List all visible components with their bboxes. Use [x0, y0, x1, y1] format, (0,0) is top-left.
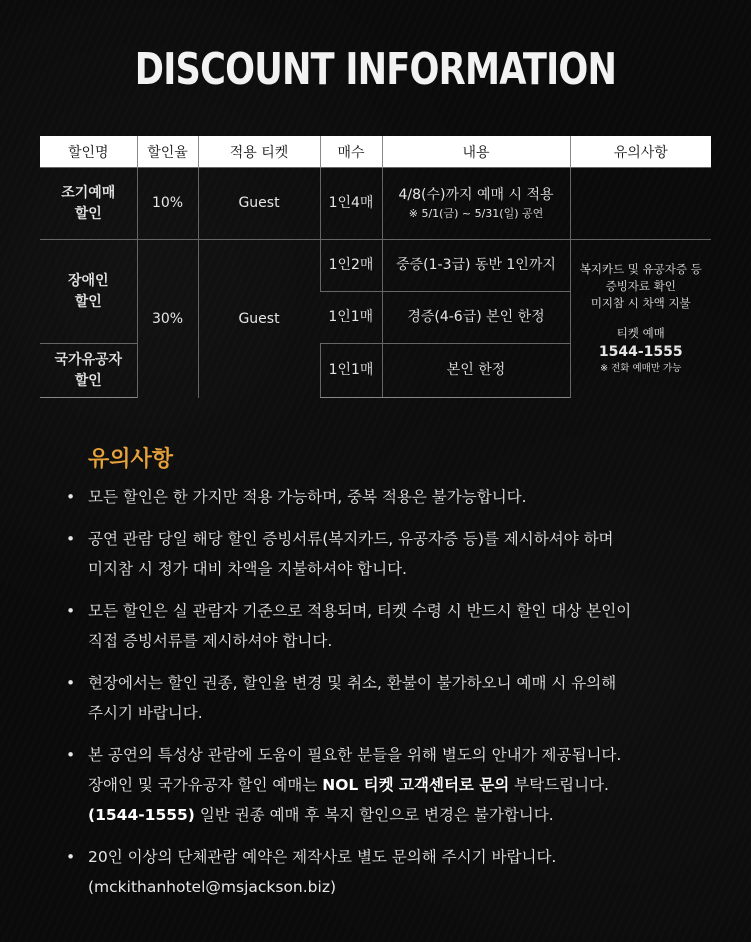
note-text: 부탁드립니다.: [509, 776, 609, 794]
discount-name-suffix: 할인: [74, 293, 102, 310]
note-line: [88, 800, 706, 830]
list-item: [66, 668, 706, 728]
list-item: [66, 740, 706, 830]
bullet-icon: •: [66, 602, 76, 620]
bullet-icon: •: [66, 746, 76, 764]
ticket-type: Guest: [198, 168, 320, 240]
discount-name: 장애인: [67, 273, 109, 290]
bullet-icon: •: [66, 848, 76, 866]
list-item: [66, 842, 706, 902]
notes-list: [66, 482, 706, 914]
note-cell: [570, 168, 711, 240]
discount-name-suffix: 할인: [74, 205, 102, 222]
discount-name: 국가유공자: [54, 352, 123, 369]
phone-number: 1544-1555: [598, 344, 683, 361]
discount-table: [40, 136, 711, 398]
ticket-qty: 1인1매: [320, 344, 382, 398]
list-item: [66, 482, 706, 512]
header-ticket: 적용 티켓: [198, 136, 320, 168]
discount-rate: 30%: [137, 240, 198, 398]
discount-name-cell: [40, 240, 137, 344]
note-line: 모든 할인은 한 가지만 적용 가능하며, 중복 적용은 불가능합니다.: [88, 488, 527, 506]
page-title: DISCOUNT INFORMATION: [134, 44, 617, 95]
note-text: 티켓 예매: [616, 326, 665, 341]
note-text: 증빙자료 확인: [605, 279, 676, 294]
ticket-qty: 1인4매: [320, 168, 382, 240]
header-qty: 매수: [320, 136, 382, 168]
note-text: 복지카드 및 유공자증 등: [579, 262, 702, 277]
discount-name-cell: [40, 344, 137, 398]
note-cell: [570, 240, 711, 398]
note-line: 직접 증빙서류를 제시하셔야 합니다.: [88, 632, 333, 650]
content-subtext: ※ 5/1(금) ~ 5/31(일) 공연: [408, 206, 544, 220]
discount-name: 조기예매: [61, 185, 116, 202]
ticket-type: Guest: [198, 240, 320, 398]
discount-name-cell: [40, 168, 137, 240]
list-item: [66, 596, 706, 656]
note-line: 본 공연의 특성상 관람에 도움이 필요한 분들을 위해 별도의 안내가 제공됩니다.: [88, 746, 622, 764]
note-line: 미지참 시 정가 대비 차액을 지불하셔야 합니다.: [88, 560, 407, 578]
note-subtext: ※ 전화 예매만 가능: [600, 363, 682, 375]
content-text: 중증(1-3급) 동반 1인까지: [382, 240, 570, 292]
content-text: 4/8(수)까지 예매 시 적용: [398, 187, 554, 204]
note-line: 공연 관람 당일 해당 할인 증빙서류(복지카드, 유공자증 등)를 제시하셔야 하며: [88, 530, 614, 548]
discount-rate: 10%: [137, 168, 198, 240]
bullet-icon: •: [66, 530, 76, 548]
content-text: 경증(4-6급) 본인 한정: [382, 292, 570, 344]
phone-number: (1544-1555): [88, 806, 195, 824]
notes-title: 유의사항: [88, 447, 174, 472]
table-row: [40, 168, 711, 240]
note-line: 20인 이상의 단체관람 예약은 제작사로 별도 문의해 주시기 바랍니다.: [88, 848, 557, 866]
customer-center-text: NOL 티켓 고객센터로 문의: [322, 776, 510, 794]
bullet-icon: •: [66, 674, 76, 692]
ticket-qty: 1인2매: [320, 240, 382, 292]
note-line: [88, 770, 706, 800]
ticket-qty: 1인1매: [320, 292, 382, 344]
header-content: 내용: [382, 136, 570, 168]
discount-name-suffix: 할인: [74, 372, 102, 389]
note-line: 주시기 바랍니다.: [88, 704, 203, 722]
table-header-row: [40, 136, 711, 168]
note-text: 장애인 및 국가유공자 할인 예매는: [88, 776, 323, 794]
header-note: 유의사항: [570, 136, 711, 168]
note-text: 미지참 시 차액 지불: [590, 295, 691, 310]
note-line: 모든 할인은 실 관람자 기준으로 적용되며, 티켓 수령 시 반드시 할인 대상 본인이: [88, 602, 632, 620]
header-name: 할인명: [40, 136, 137, 168]
list-item: [66, 524, 706, 584]
bullet-icon: •: [66, 488, 76, 506]
note-line: 현장에서는 할인 권종, 할인율 변경 및 취소, 환불이 불가하오니 예매 시 유의해: [88, 674, 617, 692]
content-cell: [382, 168, 570, 240]
content-text: 본인 한정: [382, 344, 570, 398]
table-row: [40, 240, 711, 292]
header-rate: 할인율: [137, 136, 198, 168]
note-text: 일반 권종 예매 후 복지 할인으로 변경은 불가합니다.: [194, 806, 554, 824]
contact-email: (mckithanhotel@msjackson.biz): [88, 878, 337, 896]
